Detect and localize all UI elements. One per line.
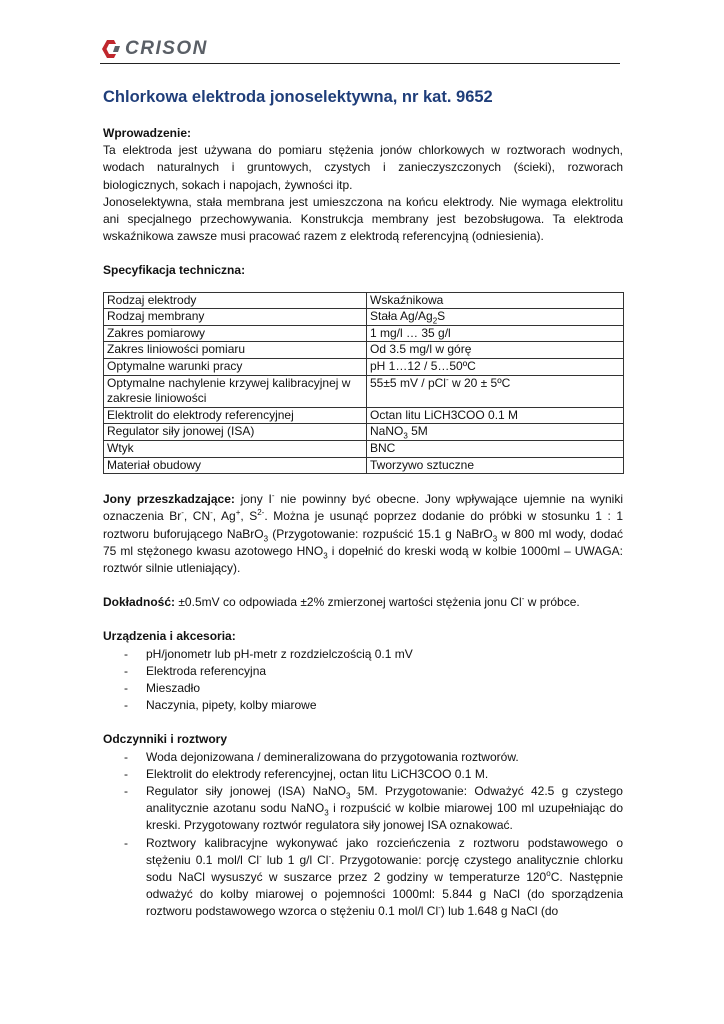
list-item: - Mieszadło bbox=[121, 680, 623, 697]
intro-heading: Wprowadzenie: bbox=[103, 126, 192, 140]
crison-logo-mark-icon bbox=[100, 38, 122, 60]
devices-heading: Urządzenia i akcesoria: bbox=[103, 629, 236, 644]
table-row bbox=[104, 309, 624, 326]
table-row bbox=[104, 375, 624, 407]
reagents-list bbox=[103, 749, 623, 921]
spec-label: Zakres pomiarowy bbox=[104, 325, 367, 342]
interfering-ions-paragraph: Jony przeszkadzające: jony I- nie powinny być obecne. Jony wpływające ujemnie na wyniki oznaczenia Br-, CN-, Ag+, $S^{2-}$. Można je usunąć poprzez dodanie do próbki w stosunku 1 : 1 roztworu buforującego NaBrO$_3$ (Przygotowanie: rozpuścić 15.1 g NaBrO$_3$ w 800 ml wody, dodać 75 ml stężonego kwasu azotowego $HNO_3$ i dopełnić do kreski wodą w kolbie 1000ml – UWAGA: roztwór silnie utleniający). bbox=[103, 491, 623, 575]
list-item: - Elektroda referencyjna bbox=[121, 663, 623, 680]
reagents-heading: Odczynniki i roztwory bbox=[103, 732, 228, 747]
table-row bbox=[104, 407, 624, 424]
spec-value: pH 1…12 / 5…50ºC bbox=[367, 359, 624, 376]
spec-value: BNC bbox=[367, 440, 624, 457]
spec-value: Octan litu LiCH3COO 0.1 M bbox=[367, 407, 624, 424]
spec-label: Zakres liniowości pomiaru bbox=[104, 342, 367, 359]
table-row bbox=[104, 359, 624, 376]
table-row bbox=[104, 342, 624, 359]
table-row bbox=[104, 424, 624, 441]
accuracy-paragraph: Dokładność: ±0.5mV co odpowiada ±2% zmierzonej wartości stężenia jonu Cl- w próbce. bbox=[103, 594, 580, 610]
spec-value: Wskaźnikowa bbox=[367, 292, 624, 309]
document-body bbox=[103, 125, 623, 921]
spec-label: Regulator siły jonowej (ISA) bbox=[104, 424, 367, 441]
header-rule bbox=[100, 63, 620, 64]
spec-label: Elektrolit do elektrody referencyjnej bbox=[104, 407, 367, 424]
spec-label: Optymalne warunki pracy bbox=[104, 359, 367, 376]
interfering-heading: Jony przeszkadzające: bbox=[103, 492, 235, 507]
page-title: Chlorkowa elektroda jonoselektywna, nr kat. 9652 bbox=[103, 88, 493, 106]
spec-value: Tworzywo sztuczne bbox=[367, 457, 624, 474]
table-row bbox=[104, 440, 624, 457]
spec-value: Stała $Ag/Ag_2S$ bbox=[367, 309, 624, 326]
spec-table bbox=[103, 292, 624, 475]
intro-paragraph-2: Jonoselektywna, stała membrana jest umieszczona na końcu elektrody. Nie wymaga elektrolitu ani specjalnego przechowywania. Konstrukcja membrany jest bezobsługowa. Ta elektroda wskaźnikowa zawsze musi pracować razem z elektrodą referencyjną (odniesienia). bbox=[103, 194, 623, 244]
list-item: - Roztwory kalibracyjne wykonywać jako rozcieńczenia z roztworu podstawowego o stężeniu 0.1 mol/l Cl- lub 1 g/l Cl-. Przygotowanie: porcję czystego analitycznie chlorku sodu NaCl wysuszyć w suszarce przez 2 godziny w temperaturze 120$^o$C. Następnie odważyć do kolby miarowej o pojemności 1000ml: 5.844 g NaCl (do sporządzenia roztworu podstawowego wzorca o stężeniu 0.1 mol/l Cl-) lub 1.648 g NaCl (do bbox=[121, 835, 623, 921]
spec-label: Optymalne nachylenie krzywej kalibracyjnej w zakresie liniowości bbox=[104, 375, 367, 407]
spec-heading: Specyfikacja techniczna: bbox=[103, 263, 246, 278]
spec-value: 1 mg/l … 35 g/l bbox=[367, 325, 624, 342]
list-item: - Woda dejonizowana / demineralizowana do przygotowania roztworów. bbox=[121, 749, 623, 766]
logo-text: CRISON bbox=[125, 38, 208, 59]
spec-label: Rodzaj membrany bbox=[104, 309, 367, 326]
intro-paragraph-1: Ta elektroda jest używana do pomiaru stężenia jonów chlorkowych w roztworach wodnych, wodach naturalnych i gruntowych, czystych i zanieczyszczonych (ścieki), rozworach biologicznych, sokach i napojach, żywności itp. bbox=[103, 143, 623, 192]
list-item: - Regulator siły jonowej (ISA) NaNO$_3$ 5M. Przygotowanie: Odważyć 42.5 g czystego analitycznie azotanu sodu NaNO$_3$ i rozpuścić w kolbie miarowej 100 ml uzupełniając do kreski. Przygotowany roztwór regulatora siły jonowej ISA oznakować. bbox=[121, 783, 623, 835]
devices-list bbox=[103, 646, 623, 715]
table-row bbox=[104, 325, 624, 342]
spec-value: Od 3.5 mg/l w górę bbox=[367, 342, 624, 359]
crison-logo bbox=[100, 38, 208, 60]
spec-value: 55±5 mV / pCl- w 20 ± 5ºC bbox=[367, 375, 624, 407]
list-item: - pH/jonometr lub pH-metr z rozdzielczością 0.1 mV bbox=[121, 646, 623, 663]
spec-label: Rodzaj elektrody bbox=[104, 292, 367, 309]
spec-label: Materiał obudowy bbox=[104, 457, 367, 474]
table-row bbox=[104, 457, 624, 474]
accuracy-heading: Dokładność: bbox=[103, 595, 176, 610]
list-item: - Elektrolit do elektrody referencyjnej, octan litu LiCH3COO 0.1 M. bbox=[121, 766, 623, 783]
spec-value: NaNO$_3$ 5M bbox=[367, 424, 624, 441]
table-row bbox=[104, 292, 624, 309]
spec-label: Wtyk bbox=[104, 440, 367, 457]
list-item: - Naczynia, pipety, kolby miarowe bbox=[121, 697, 623, 714]
